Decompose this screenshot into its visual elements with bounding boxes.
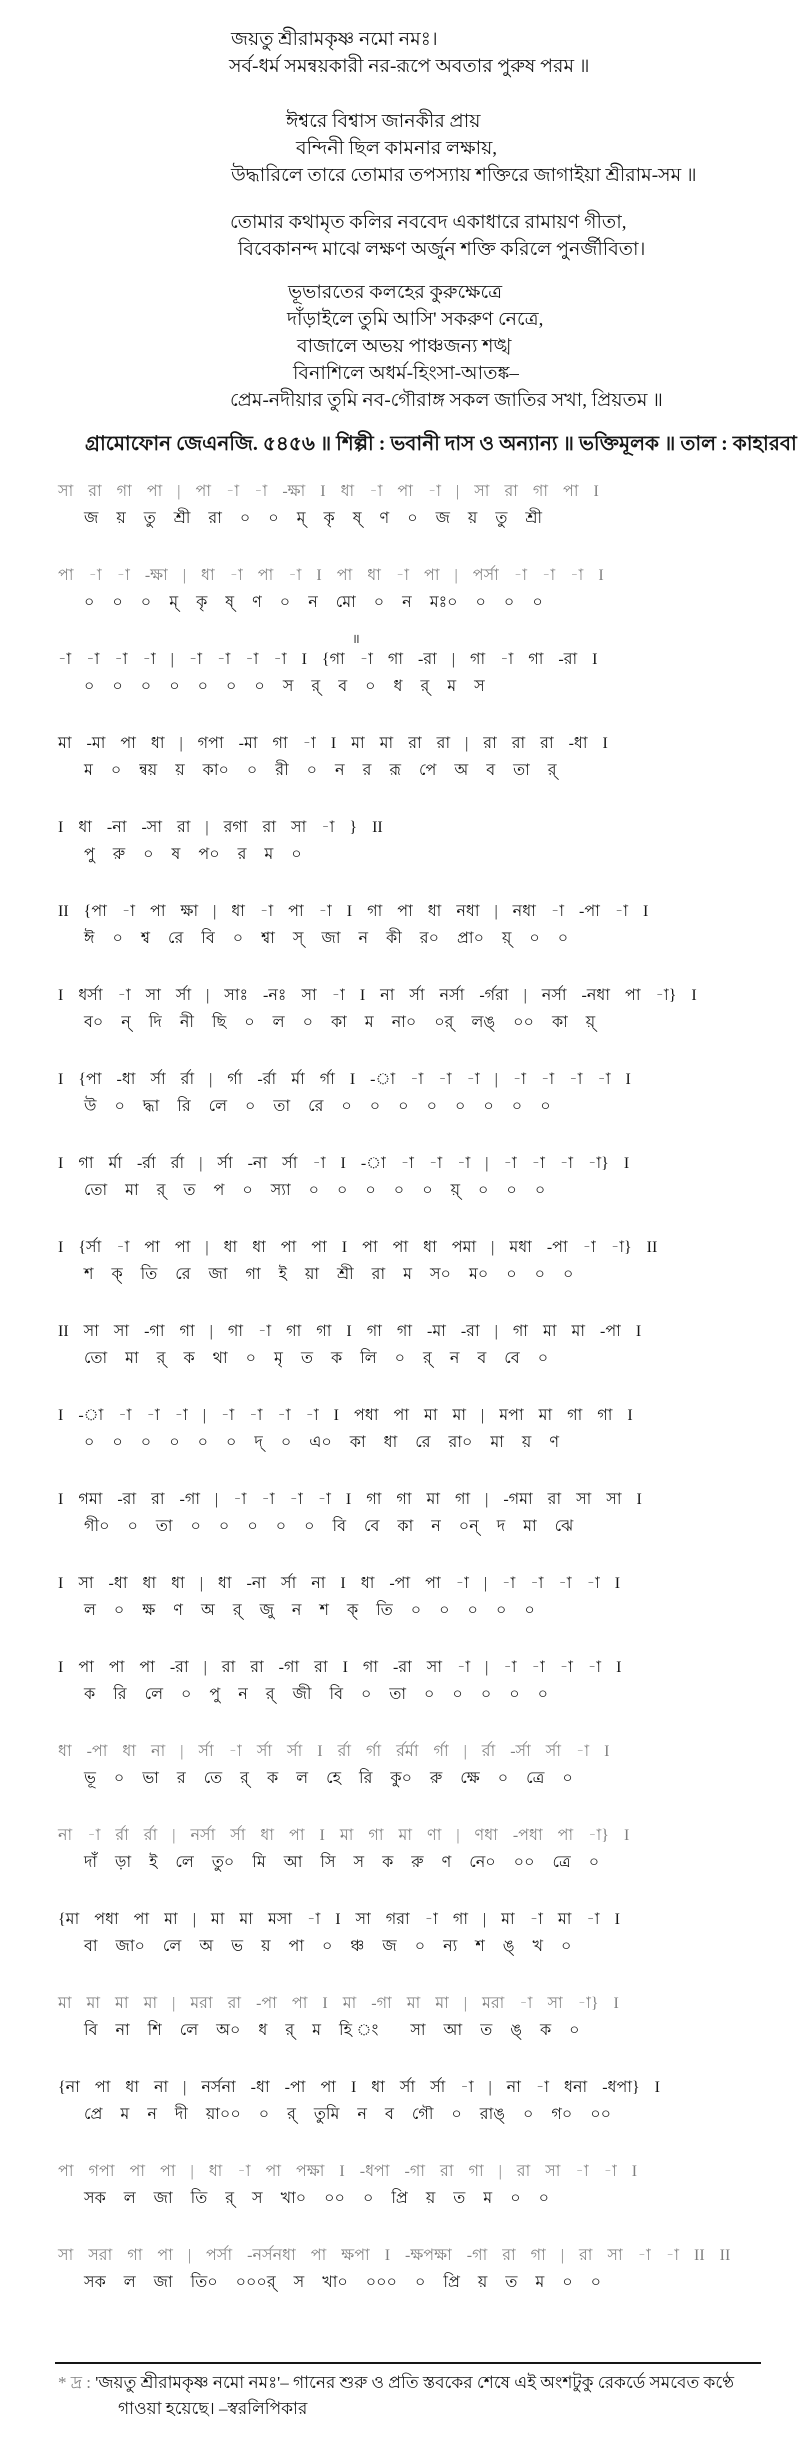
lyric-row: তো মা র্ ত প ০ স্যা ০ ০ ০ ০ ০ য়্ ০ ০ ০ bbox=[84, 1182, 546, 1199]
notation-line bbox=[0, 1572, 800, 1656]
lyric-row: সক ল জা তি০ ০০০র্ স খা০ ০০০ ০ প্রি য় ত ম ০ ০ bbox=[84, 2274, 602, 2291]
stanza-line: ঈশ্বরে বিশ্বাস জানকীর প্রায় bbox=[286, 111, 481, 132]
notation-line bbox=[0, 1740, 800, 1824]
stanza-line: সর্ব-ধর্ম সমন্বয়কারী নর-রূপে অবতার পুরুষ পরম ॥ bbox=[229, 56, 590, 77]
stanza-line: তোমার কথামৃত কলির নববেদ একাধারে রামায়ণ গীতা, bbox=[230, 212, 627, 233]
sargam-row: II সা সা -গা গা | গা -া গা গা I গা গা -মা -রা | গা মা মা -পা I bbox=[58, 1323, 642, 1340]
notation-line bbox=[0, 1236, 800, 1320]
notation-line bbox=[0, 1488, 800, 1572]
sargam-row: সা সরা গা পা | পর্সা -নর্সনধা পা ক্ষপা I -ক্ষপক্ষা -গা রা গা | রা সা -া -া II II bbox=[58, 2247, 731, 2264]
footnote bbox=[58, 2370, 800, 2422]
sargam-row: I {র্সা -া পা পা | ধা ধা পা পা I পা পা ধা পমা | মধা -পা -া -া} II bbox=[58, 1239, 658, 1256]
notation-line bbox=[0, 2076, 800, 2160]
notation-line bbox=[0, 1068, 800, 1152]
sargam-row: I গমা -রা রা -গা | -া -া -া -া I গা গা মা গা | -গমা রা সা সা I bbox=[58, 1491, 642, 1508]
stanza-1 bbox=[0, 26, 800, 80]
stanza-3 bbox=[0, 209, 800, 263]
notation-line bbox=[0, 1152, 800, 1236]
notation-section bbox=[0, 480, 800, 2328]
notation-line bbox=[0, 816, 800, 900]
lyric-row: ০ ০ ০ ০ ০ ০ ০ স র্ ব ০ ধ র্ ম স bbox=[84, 678, 485, 695]
sargam-row: I ধর্সা -া সা র্সা | সাঃ -নঃ সা -া I না র্সা নর্সা -র্গরা | নর্সা -নধা পা -া} I bbox=[58, 987, 697, 1004]
notation-line bbox=[0, 1824, 800, 1908]
sargam-row: {মা পধা পা মা | মা মা মসা -া I সা গরা -া গা | মা -া মা -া I bbox=[58, 1911, 620, 1928]
lyric-row: দাঁ ড়া ই লে তু০ মি আ সি স ক রু ণ নে০ ০০ ত্রে ০ bbox=[84, 1854, 600, 1871]
stanza-4 bbox=[0, 279, 800, 414]
stanza-line: বিবেকানন্দ মাঝে লক্ষণ অর্জুন শক্তি করিলে পুনর্জীবিতা। bbox=[238, 239, 646, 260]
sargam-row: পা গপা পা পা | ধা -া পা পক্ষা I -ধপা -গা রা গা | রা সা -া -া I bbox=[58, 2163, 638, 2180]
stanza-line: ভূভারতের কলহের কুরুক্ষেত্রে bbox=[288, 282, 503, 303]
lyric-row: বা জা০ লে অ ভ য় পা ০ ঞ্চ জ ০ ন্য শ ঙ্ খ ০ bbox=[84, 1938, 572, 1955]
notation-line bbox=[0, 1404, 800, 1488]
sargam-row: ধা -পা ধা না | র্সা -া র্সা র্সা I র্রা র্গা র্রর্মা র্গা | র্রা -র্সা র্সা -া I bbox=[58, 1743, 610, 1760]
stanza-line: প্রেম-নদীয়ার তুমি নব-গৌরাঙ্গ সকল জাতির সখা, প্রিয়তম ॥ bbox=[230, 390, 663, 411]
lyric-row: ০ ০ ০ ম্ কৃ ষ্ ণ ০ ন মো ০ ন মঃ০ ০ ০ ০ bbox=[84, 594, 543, 611]
lyric-row: ঈ ০ শ্ব রে বি ০ শ্বা স্ জা ন কী র০ প্রা০ য়্ ০ ০ bbox=[84, 930, 569, 947]
lyric-row: সক ল জা তি র্ স খা০ ০০ ০ প্রি য় ত ম ০ ০ bbox=[84, 2190, 549, 2207]
footnote-line bbox=[58, 2370, 800, 2396]
record-info-line: গ্রামোফোন জেএনজি. ৫৪৫৬ ॥ শিল্পী : ভবানী দাস ও অন্যান্য ॥ ভক্তিমূলক ॥ তাল : কাহারবা bbox=[85, 433, 797, 455]
lyric-row: গী০ ০ তা ০ ০ ০ ০ ০ বি বে কা ন ০ন্ দ মা ঝে bbox=[84, 1518, 574, 1535]
notation-line bbox=[0, 1992, 800, 2076]
notation-line bbox=[0, 1656, 800, 1740]
stanza-2 bbox=[0, 108, 800, 189]
sargam-row: I {পা -ধা র্সা র্রা | র্গা -র্রা র্মা র্গা I -া -া -া -া | -া -া -া -া I bbox=[58, 1071, 631, 1088]
sargam-row: I গা র্মা -র্রা র্রা | র্সা -না র্সা -া I -া -া -া -া | -া -া -া -া} I bbox=[58, 1155, 630, 1172]
sargam-row: মা মা মা মা | মরা রা -পা পা I মা -গা মা মা | মরা -া সা -া} I bbox=[58, 1995, 619, 2012]
stanza-line: জয়তু শ্রীরামকৃষ্ণ নমো নমঃ। bbox=[231, 29, 438, 50]
sargam-row: পা -া -া -ক্ষা | ধা -া পা -া I পা ধা -া পা | পর্সা -া -া -া I bbox=[58, 567, 604, 584]
notation-line bbox=[0, 732, 800, 816]
sargam-row: না -া র্রা র্রা | নর্সা র্সা ধা পা I মা গা মা ণা | ণধা -পধা পা -া} I bbox=[58, 1827, 630, 1844]
lyric-row: শ ক্ তি রে জা গা ই য়া শ্রী রা ম স০ ম০ ০ ০ ০ bbox=[84, 1266, 574, 1283]
lyric-row: উ ০ দ্ধা রি লে ০ তা রে ০ ০ ০ ০ ০ ০ ০ ০ bbox=[84, 1098, 551, 1115]
notation-line bbox=[0, 648, 800, 732]
notation-line bbox=[0, 900, 800, 984]
notation-line bbox=[0, 2160, 800, 2244]
lyric-row: ০ ০ ০ ০ ০ ০ দ্ ০ এ০ কা ধা রে রা০ মা য় ণ bbox=[84, 1434, 560, 1451]
lyric-row: ল ০ ক্ষ ণ অ র্ জু ন শ ক্ তি ০ ০ ০ ০ ০ bbox=[84, 1602, 535, 1619]
footnote-line: গাওয়া হয়েছে। –স্বরলিপিকার bbox=[118, 2399, 308, 2418]
sargam-row: I সা -ধা ধা ধা | ধা -না র্সা না I ধা -পা পা -া | -া -া -া -া I bbox=[58, 1575, 621, 1592]
sargam-row: II {পা -া পা ক্ষা | ধা -া পা -া I গা পা ধা নধা | নধা -া -পা -া I bbox=[58, 903, 649, 920]
stanza-line: বিনাশিলে অধর্ম-হিংসা-আতঙ্ক– bbox=[293, 363, 519, 384]
footnote-marker: * দ্র : bbox=[58, 2373, 92, 2392]
notation-line bbox=[0, 564, 800, 648]
notation-line bbox=[0, 480, 800, 564]
lyric-row: পু রু ০ ষ প০ র ম ০ bbox=[84, 846, 302, 863]
lyric-row: ম ০ ন্বয় য় কা০ ০ রী ০ ন র রূ পে অ ব তা র্ bbox=[84, 762, 557, 779]
sargam-row: I -া -া -া -া | -া -া -া -া I পধা পা মা মা | মপা মা গা গা I bbox=[58, 1407, 633, 1424]
stanza-line: দাঁড়াইলে তুমি আসি' সকরুণ নেত্রে, bbox=[287, 309, 544, 330]
sargam-row: -া -া -া -া | -া -া -া -া I {গা -া গা -রা | গা -া গা -রা I bbox=[58, 651, 598, 668]
stanza-line: বন্দিনী ছিল কামনার লক্ষায়, bbox=[296, 138, 498, 159]
separator-rule bbox=[55, 2362, 761, 2364]
lyric-row: প্রে ম ন দী য়া০০ ০ র্ তুমি ন ব গৌ ০ রাঙ্ ০ গ০ ০০ bbox=[84, 2106, 612, 2123]
lyric-row: ভূ ০ ভা র তে র্ ক ল হে রি কু০ রু ক্ষে ০ ত্রে ০ bbox=[84, 1770, 573, 1787]
sargam-row: I ধা -না -সা রা | রগা রা সা -া } II bbox=[58, 819, 383, 836]
refrain-mark: ॥ bbox=[352, 631, 360, 646]
sargam-row: মা -মা পা ধা | গপা -মা গা -া I মা মা রা রা | রা রা রা -ধা I bbox=[58, 735, 608, 752]
lyric-row: বি না শি লে অ০ ধ র্ ম হি ং সা আ ত ঙ্ ক ০ bbox=[84, 2022, 580, 2039]
lyric-row: ব০ ন্ দি নী ছি ০ ল ০ কা ম না০ ০র্ লঙ্ ০০ কা য়্ bbox=[84, 1014, 596, 1031]
lyric-row: ক রি লে ০ পু ন র্ জী বি ০ তা ০ ০ ০ ০ ০ bbox=[84, 1686, 549, 1703]
stanza-line: উদ্ধারিলে তারে তোমার তপস্যায় শক্তিরে জাগাইয়া শ্রীরাম-সম ॥ bbox=[231, 165, 697, 186]
notation-line bbox=[0, 1908, 800, 1992]
sargam-row: সা রা গা পা | পা -া -া -ক্ষা I ধা -া পা -া | সা রা গা পা I bbox=[58, 483, 599, 500]
notation-line bbox=[0, 984, 800, 1068]
lyric-row: তো মা র্ ক থা ০ মৃ ত ক লি ০ র্ ন ব বে ০ bbox=[84, 1350, 549, 1367]
footnote-text: 'জয়তু শ্রীরামকৃষ্ণ নমো নমঃ'– গানের শুরু ও প্রতি স্তবকের শেষে এই অংশটুকু রেকর্ডে সমবেত কণ্ঠে bbox=[95, 2373, 735, 2392]
stanza-line: বাজালে অভয় পাঞ্চজন্য শঙ্খ bbox=[297, 336, 512, 357]
notation-line bbox=[0, 1320, 800, 1404]
sargam-row: {না পা ধা না | নর্সনা -ধা -পা পা I ধা র্সা র্সা -া | না -া ধনা -ধপা} I bbox=[58, 2079, 660, 2096]
sargam-row: I পা পা পা -রা | রা রা -গা রা I গা -রা সা -া | -া -া -া -া I bbox=[58, 1659, 622, 1676]
notation-line bbox=[0, 2244, 800, 2328]
lyric-row: জ য় তু শ্রী রা ০ ০ ম্ কৃ ষ্ ণ ০ জ য় তু শ্রী bbox=[84, 510, 543, 527]
